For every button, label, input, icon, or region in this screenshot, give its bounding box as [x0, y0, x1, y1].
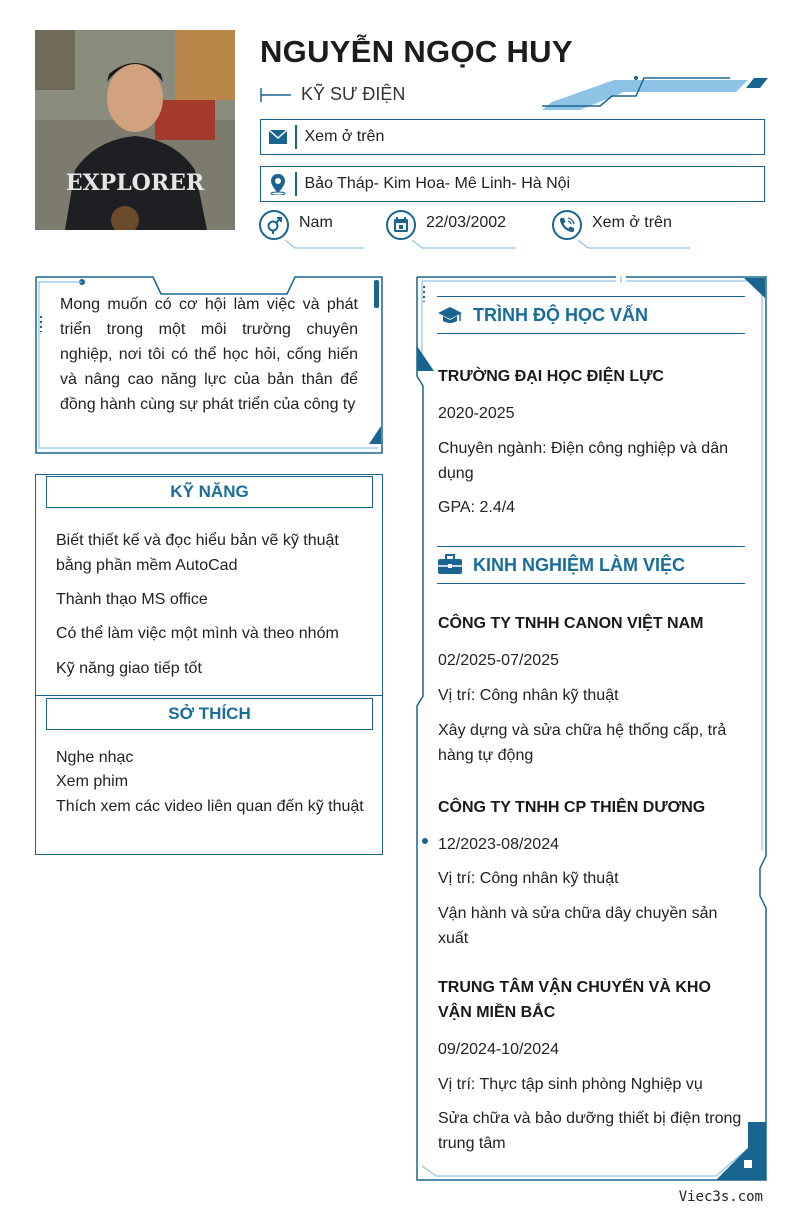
- email-row: [260, 119, 765, 155]
- skill-item: Có thể làm việc một mình và theo nhóm: [56, 625, 339, 642]
- job-position: Vị trí: Công nhân kỹ thuật: [438, 687, 619, 704]
- job-company: CÔNG TY TNHH CANON VIỆT NAM: [438, 615, 704, 632]
- envelope-icon: [261, 120, 295, 154]
- email-value: Xem ở trên: [304, 128, 385, 145]
- job-description: Vận hành và sửa chữa dây chuyền sản xuất: [438, 905, 718, 947]
- skill-item: Biết thiết kế và đọc hiểu bản vẽ kỹ thuật bằng phần mềm AutoCad: [56, 532, 339, 574]
- hobby-item: Nghe nhạc: [56, 749, 134, 766]
- hobby-item: Xem phim: [56, 773, 129, 790]
- skill-item: Kỹ năng giao tiếp tốt: [56, 660, 202, 677]
- profile-photo: [35, 30, 235, 230]
- gender-icon: [259, 210, 289, 240]
- job-company: TRUNG TÂM VẬN CHUYỂN VÀ KHO VẬN MIỀN BẮC: [438, 979, 711, 1021]
- job-title-line-icon: [260, 86, 292, 104]
- job-description: Xây dựng và sửa chữa hệ thống cấp, trả hàng tự động: [438, 722, 727, 764]
- job-description: Sửa chữa và bảo dưỡng thiết bị điện trong trung tâm: [438, 1110, 742, 1152]
- phone-field: [552, 210, 692, 252]
- skill-item: Thành thạo MS office: [56, 591, 208, 608]
- job-period: 09/2024-10/2024: [438, 1041, 559, 1058]
- skills-section: [35, 474, 383, 696]
- job-title: KỸ SƯ ĐIỆN: [301, 84, 406, 104]
- address-value: Bảo Tháp- Kim Hoa- Mê Linh- Hà Nội: [304, 175, 571, 192]
- phone-icon: [552, 210, 582, 240]
- candidate-name: NGUYỄN NGỌC HUY: [260, 34, 573, 69]
- calendar-icon: [386, 210, 416, 240]
- birthdate-field: [386, 210, 516, 252]
- phone-value: Xem ở trên: [592, 214, 672, 231]
- job-position: Vị trí: Thực tập sinh phòng Nghiệp vụ: [438, 1076, 703, 1093]
- hobby-item: Thích xem các video liên quan đến kỹ thuật: [56, 798, 364, 815]
- job-period: 12/2023-08/2024: [438, 836, 559, 853]
- job-position: Vị trí: Công nhân kỹ thuật: [438, 870, 619, 887]
- gender-field: [259, 210, 364, 252]
- experience-title: KINH NGHIỆM LÀM VIỆC: [473, 554, 686, 575]
- svg-text:EXPLORER: EXPLORER: [65, 170, 205, 196]
- skills-title: KỸ NĂNG: [46, 476, 373, 508]
- education-period: 2020-2025: [438, 405, 515, 422]
- location-pin-icon: [261, 167, 295, 201]
- school-name: TRƯỜNG ĐẠI HỌC ĐIỆN LỰC: [438, 368, 664, 385]
- hobbies-section: [35, 696, 383, 855]
- graduation-cap-icon: [437, 303, 467, 327]
- education-gpa: GPA: 2.4/4: [438, 499, 516, 516]
- education-header: [437, 296, 745, 334]
- job-company: CÔNG TY TNHH CP THIÊN DƯƠNG: [438, 799, 706, 816]
- experience-header: [437, 546, 745, 584]
- birthdate-value: 22/03/2002: [426, 214, 507, 231]
- education-title: TRÌNH ĐỘ HỌC VẤN: [473, 304, 648, 325]
- footer-watermark: Viec3s.com: [678, 1189, 763, 1205]
- briefcase-icon: [437, 553, 467, 577]
- circuit-decoration: [540, 74, 770, 114]
- education-major: Chuyên ngành: Điện công nghiệp và dân dụng: [438, 440, 728, 482]
- gender-value: Nam: [299, 214, 333, 231]
- career-objective: Mong muốn có cơ hội làm việc và phát triển trong một môi trường chuyên nghiệp, nơi tôi có thể học hỏi, cống hiến và nâng cao năng lực của bản thân để đồng hành cùng sự phát triển của công ty: [60, 296, 358, 413]
- hobbies-title: SỞ THÍCH: [46, 698, 373, 730]
- address-row: [260, 166, 765, 202]
- job-period: 02/2025-07/2025: [438, 652, 559, 669]
